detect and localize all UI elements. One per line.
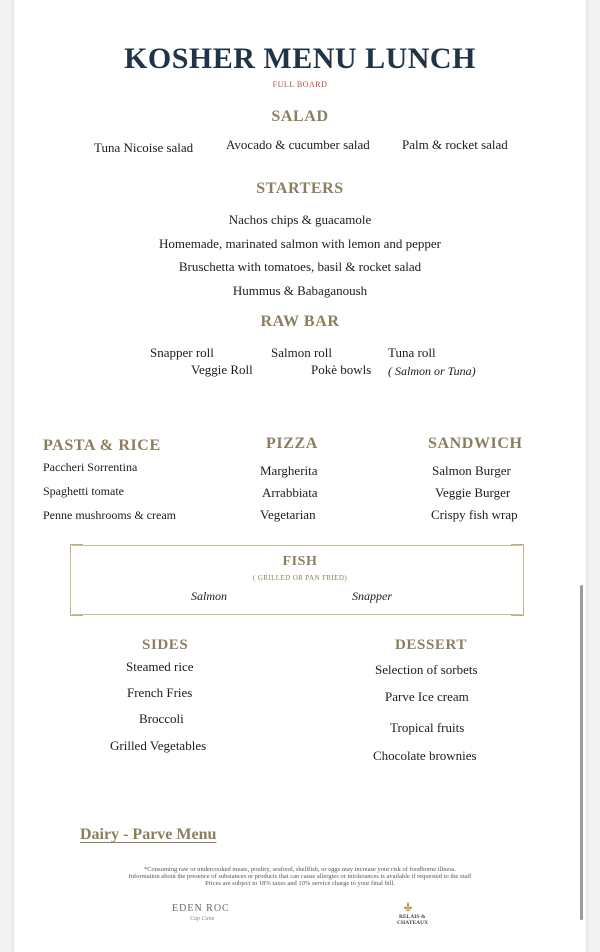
raw-bar-item: Snapper roll xyxy=(150,345,214,360)
pasta-item: Paccheri Sorrentina xyxy=(43,460,138,474)
fish-heading: FISH xyxy=(282,554,318,569)
menu-sheet xyxy=(14,0,586,952)
menu-title: KOSHER MENU LUNCH xyxy=(124,42,476,75)
pizza-item: Vegetarian xyxy=(260,507,316,522)
dairy-parve-menu-link[interactable]: Dairy - Parve Menu xyxy=(80,826,217,843)
pizza-item: Arrabbiata xyxy=(262,485,318,500)
sandwich-item: Veggie Burger xyxy=(435,485,511,500)
raw-bar-item: Tuna roll xyxy=(388,345,436,360)
pizza-heading: PIZZA xyxy=(266,435,318,452)
sandwich-item: Crispy fish wrap xyxy=(431,507,518,522)
salad-item: Tuna Nicoise salad xyxy=(94,140,194,155)
side-item: Grilled Vegetables xyxy=(110,738,207,753)
starter-item: Hummus & Babaganoush xyxy=(232,283,368,298)
menu-subtitle: FULL BOARD xyxy=(272,80,328,89)
sides-heading: SIDES xyxy=(142,637,189,653)
raw-bar-item: Veggie Roll xyxy=(191,362,253,377)
pizza-item: Margherita xyxy=(260,463,318,478)
dessert-item: Tropical fruits xyxy=(390,720,465,735)
salad-item: Palm & rocket salad xyxy=(402,137,508,152)
starters-heading: STARTERS xyxy=(256,180,344,197)
fish-item: Snapper xyxy=(352,589,392,603)
poke-bowl-note: ( Salmon or Tuna) xyxy=(388,364,476,378)
raw-bar-heading: RAW BAR xyxy=(260,313,340,330)
pasta-item: Penne mushrooms & cream xyxy=(43,508,176,522)
raw-bar-item: Salmon roll xyxy=(271,345,333,360)
footnote-line: *Consuming raw or undercooked meats, poultry, seafood, shellfish, or eggs may increase your risk of foodborne illness. xyxy=(143,866,457,873)
starter-item: Homemade, marinated salmon with lemon and pepper xyxy=(159,236,441,251)
footnote-line: Prices are subject to 18% taxes and 10% service charge to your final bill. xyxy=(205,880,395,887)
starter-item: Nachos chips & guacamole xyxy=(228,212,372,227)
fish-note: ( GRILLED OR PAN FRIED) xyxy=(252,574,348,582)
side-item: Steamed rice xyxy=(126,659,194,674)
salad-item: Avocado & cucumber salad xyxy=(226,137,370,152)
side-item: Broccoli xyxy=(139,711,184,726)
salad-heading: SALAD xyxy=(271,108,329,125)
dessert-item: Selection of sorbets xyxy=(375,662,478,677)
starter-item: Bruschetta with tomatoes, basil & rocket salad xyxy=(178,259,422,274)
eden-roc-logo: EDEN ROC xyxy=(172,903,230,914)
footnote-line: Information about the presence of substances or products that can cause allergies or intolerances is available if requested to the staff xyxy=(128,873,472,880)
raw-bar-item: Pokè bowls xyxy=(311,362,372,377)
relais-logo: RELAIS & xyxy=(399,914,426,920)
eden-roc-logo-sub: Cap Cana xyxy=(190,916,215,922)
fish-item: Salmon xyxy=(191,589,227,603)
sandwich-item: Salmon Burger xyxy=(432,463,511,478)
relais-logo-sub: CHATEAUX xyxy=(397,920,429,926)
side-item: French Fries xyxy=(127,685,193,700)
fleur-de-lis-icon xyxy=(402,901,414,913)
scrollbar-thumb[interactable] xyxy=(580,585,583,920)
frame-corner xyxy=(70,603,83,616)
sandwich-heading: SANDWICH xyxy=(428,435,523,452)
pasta-heading: PASTA & RICE xyxy=(43,437,161,454)
pasta-item: Spaghetti tomate xyxy=(43,484,124,498)
dessert-item: Chocolate brownies xyxy=(373,748,477,763)
dessert-item: Parve Ice cream xyxy=(385,689,469,704)
dessert-heading: DESSERT xyxy=(395,637,468,653)
